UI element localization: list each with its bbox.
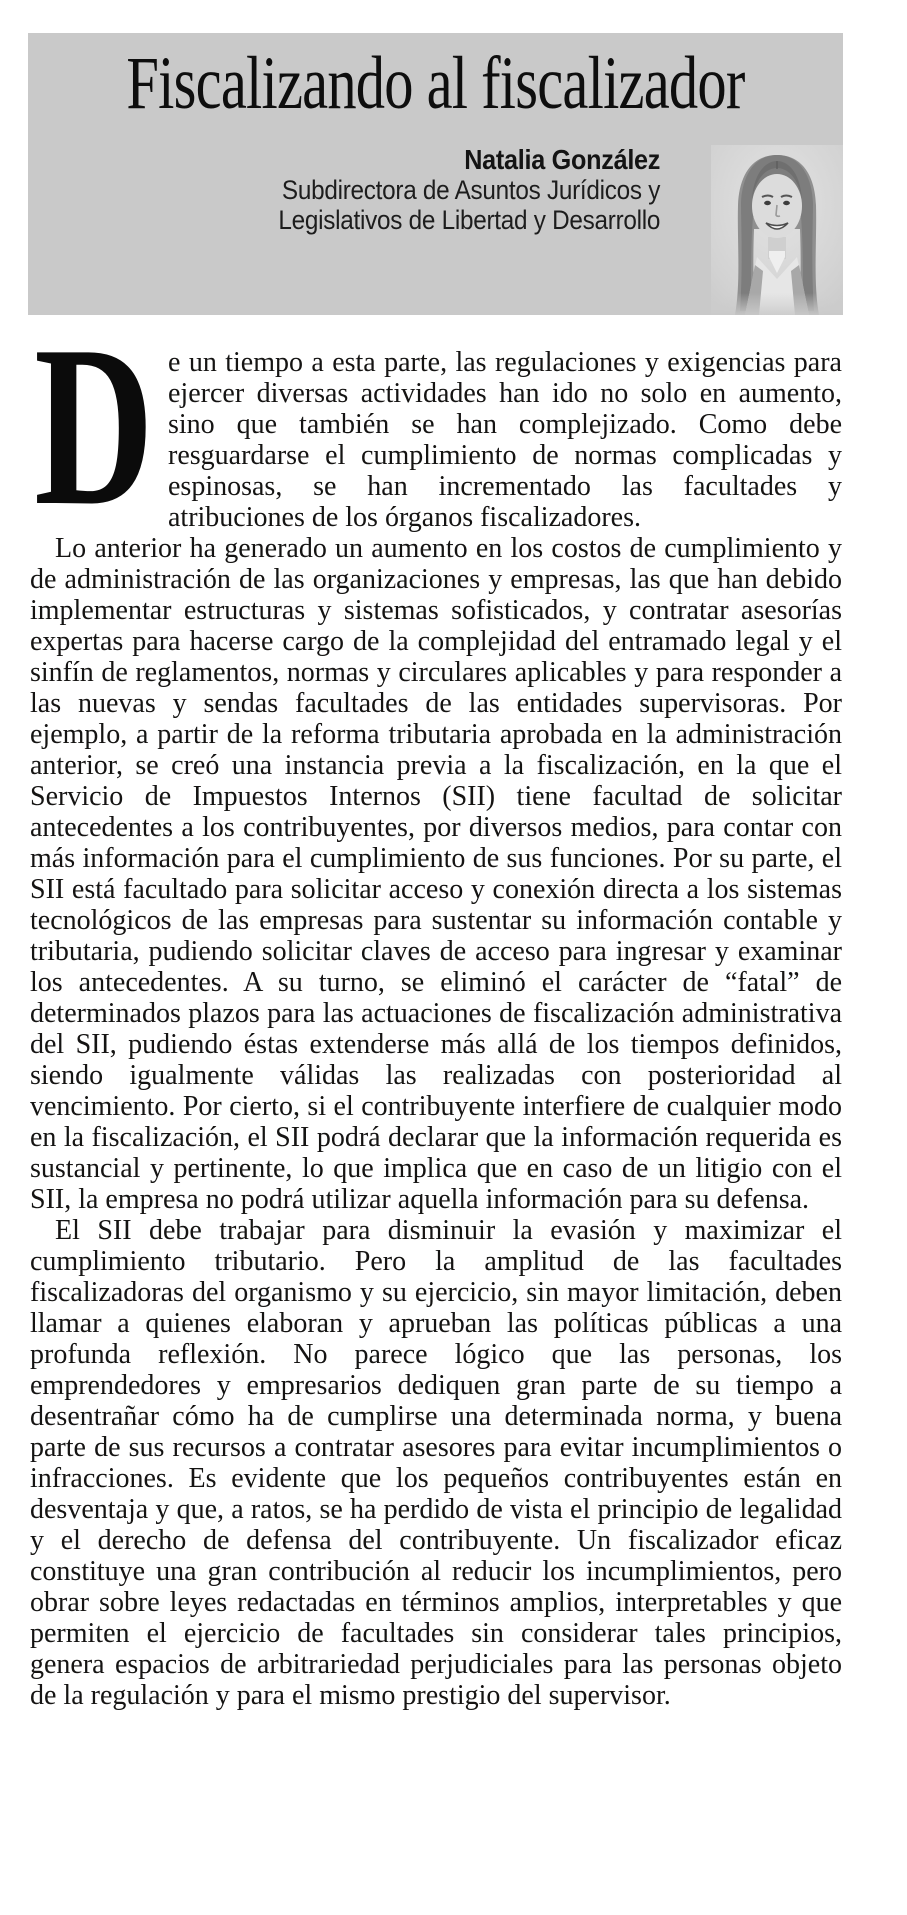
article-body	[30, 298, 842, 1711]
author-name: Natalia González	[464, 144, 660, 175]
svg-text:D: D	[34, 298, 154, 554]
paragraph-text: e un tiempo a esta parte, las regulaciones y exigencias para ejercer diversas actividades han ido no solo en aumento, sino que también se han complejizado. Como debe resguardarse el cumplimiento de normas complicadas y espinosas, se han incrementado las facultades y atribuciones de los órganos fiscalizadores.	[168, 347, 842, 533]
author-role-line2: Legislativos de Libertad y Desarrollo	[278, 205, 660, 235]
paragraph: El SII debe trabajar para disminuir la evasión y maximizar el cumplimiento tributario. Pero la amplitud de las facultades fiscalizadoras del organismo y su ejercicio, sin mayor limitación, deben llamar a quienes elaboran y aprueban las políticas públicas a una profunda reflexión. No parece lógico que las personas, los emprendedores y empresarios dediquen gran parte de su tiempo a desentrañar cómo ha de cumplirse una determinada norma, y buena parte de sus recursos a contratar asesores para evitar incumplimientos o infracciones. Es evidente que los pequeños contribuyentes están en desventaja y que, a ratos, se ha perdido de vista el principio de legalidad y el derecho de defensa del contribuyente. Un fiscalizador eficaz constituye una gran contribución al reducir los incumplimientos, pero obrar sobre leyes redactadas en términos amplios, interpretables y que permiten el ejercicio de facultades sin considerar tales principios, genera espacios de arbitrariedad perjudiciales para las personas objeto de la regulación y para el mismo prestigio del supervisor.	[30, 1215, 842, 1711]
portrait-image	[711, 145, 843, 315]
author-block	[278, 145, 660, 235]
author-portrait-photo	[711, 145, 843, 315]
header-box	[28, 33, 843, 315]
author-role-line1: Subdirectora de Asuntos Jurídicos y	[281, 175, 660, 205]
paragraph: Lo anterior ha generado un aumento en los costos de cumplimiento y de administración de las organizaciones y empresas, las que han debido implementar estructuras y sistemas sofisticados, y contratar asesorías expertas para hacerse cargo de la complejidad del entramado legal y el sinfín de reglamentos, normas y circulares aplicables y para responder a las nuevas y sendas facultades de las entidades supervisoras. Por ejemplo, a partir de la reforma tributaria aprobada en la administración anterior, se creó una instancia previa a la fiscalización, en la que el Servicio de Impuestos Internos (SII) tiene facultad de solicitar antecedentes a los contribuyentes, por diversos medios, para contar con más información para el cumplimiento de sus funciones. Por su parte, el SII está facultado para solicitar acceso y conexión directa a los sistemas tecnológicos de las empresas para sustentar su información contable y tributaria, pudiendo solicitar claves de acceso para ingresar y examinar los antecedentes. A su turno, se eliminó el carácter de “fatal” de determinados plazos para las actuaciones de fiscalización administrativa del SII, pudiendo éstas extenderse más allá de los tiempos definidos, siendo igualmente válidas las realizadas con posterioridad al vencimiento. Por cierto, si el contribuyente interfiere de cualquier modo en la fiscalización, el SII podrá declarar que la información requerida es sustancial y pertinente, lo que implica que en caso de un litigio con el SII, la empresa no podrá utilizar aquella información para su defensa.	[30, 533, 842, 1215]
article-title: Fiscalizando al fiscalizador	[126, 42, 745, 125]
paragraph	[30, 298, 842, 554]
drop-cap	[32, 298, 154, 554]
